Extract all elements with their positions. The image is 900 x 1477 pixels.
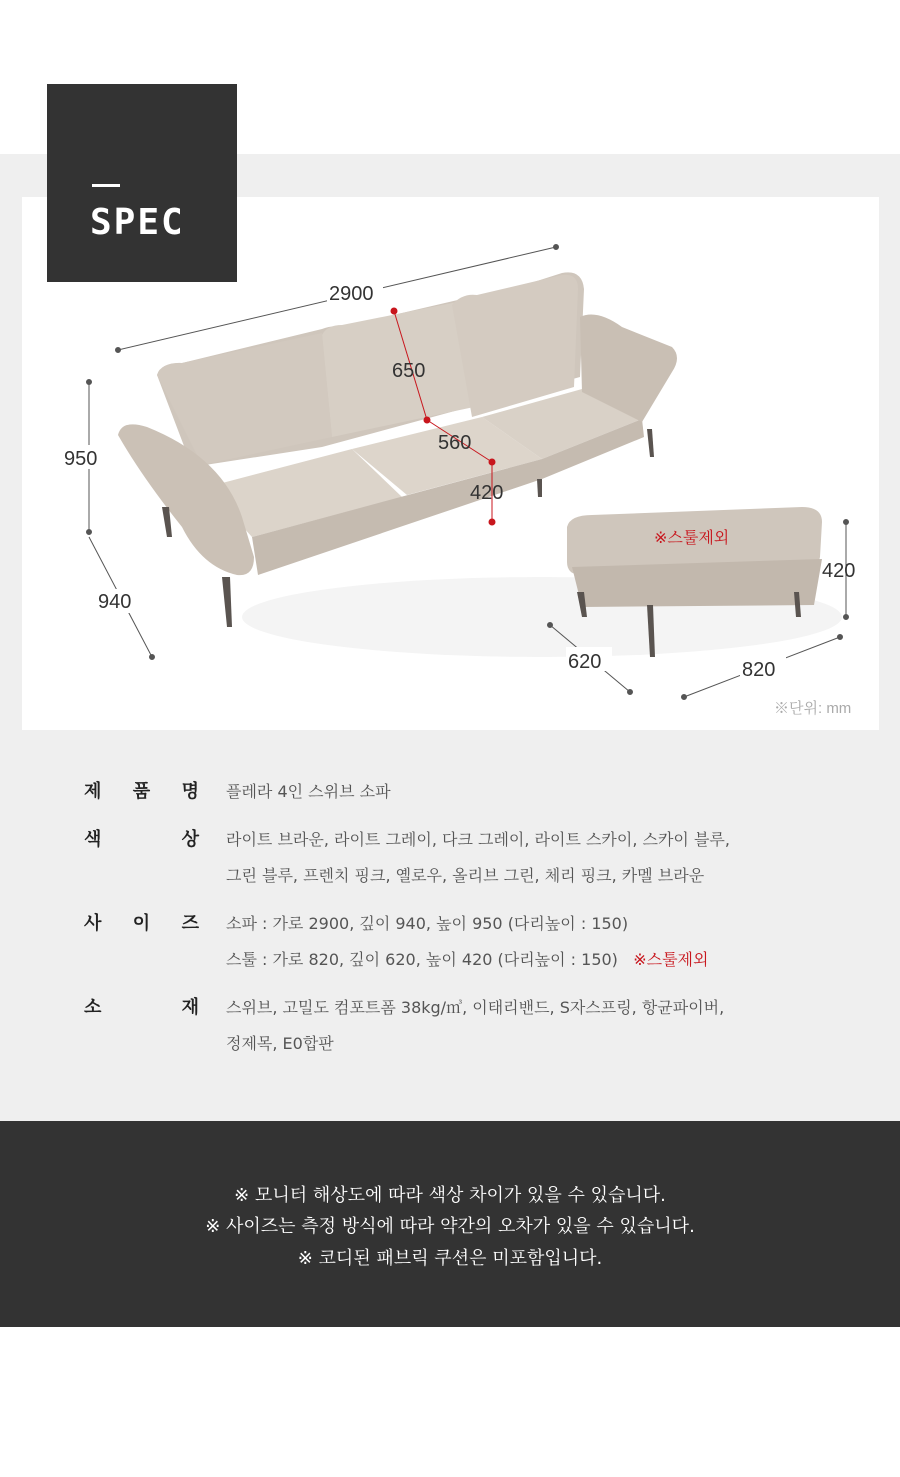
dim-sofa-width: 2900 [329,283,374,305]
dim-back-height: 650 [392,360,426,382]
spec-value-color-line2: 그린 블루, 프렌치 핑크, 옐로우, 올리브 그린, 체리 핑크, 카멜 브라운 [226,866,705,885]
spec-row-size [84,909,844,981]
spec-row-material [84,993,844,1065]
dim-stool-width: 820 [742,659,776,681]
notice-section [0,1121,900,1327]
dim-seat-depth: 560 [438,432,472,454]
spec-value-color-line1: 라이트 브라운, 라이트 그레이, 다크 그레이, 라이트 스카이, 스카이 블루, [226,830,730,849]
spec-label-name: 제 품 명 [84,781,199,802]
spec-row-name [84,777,844,813]
dim-sofa-depth: 940 [98,591,132,613]
dim-stool-height: 420 [822,560,856,582]
spec-table [84,777,844,1077]
stool-excluded-note: ※스툴제외 [633,950,709,969]
notice-monitor: ※ 모니터 해상도에 따라 색상 차이가 있을 수 있습니다. [234,1185,666,1206]
unit-label: ※단위: mm [774,700,852,717]
spec-label-size: 사 이 즈 [84,913,199,934]
spec-value-material-line1: 스위브, 고밀도 컴포트폼 38kg/㎥, 이태리밴드, S자스프링, 항균파이버, [226,998,725,1017]
dim-sofa-height: 950 [64,448,98,470]
spec-label-material: 소 재 [84,997,199,1018]
spec-value-size-stool: 스툴 : 가로 820, 깊이 620, 높이 420 (다리높이 : 150) ※스툴제외 [226,950,709,969]
notice-size-error: ※ 사이즈는 측정 방식에 따라 약간의 오차가 있을 수 있습니다. [205,1216,695,1237]
notice-cushion: ※ 코디된 패브릭 쿠션은 미포함입니다. [297,1248,603,1269]
dim-seat-height: 420 [470,482,504,504]
spec-label-color: 색 상 [84,829,199,850]
dim-stool-depth: 620 [568,651,602,673]
stool-excluded-label: ※스툴제외 [654,528,730,547]
spec-title: SPEC [90,202,185,243]
spec-row-color [84,825,844,897]
spec-value-size-sofa: 소파 : 가로 2900, 깊이 940, 높이 950 (다리높이 : 150) [226,914,629,933]
spec-value-material-line2: 정제목, E0합판 [226,1034,334,1053]
spec-dash [92,184,120,187]
spec-value-name: 플레라 4인 스위브 소파 [226,782,391,801]
spec-badge [47,84,237,282]
